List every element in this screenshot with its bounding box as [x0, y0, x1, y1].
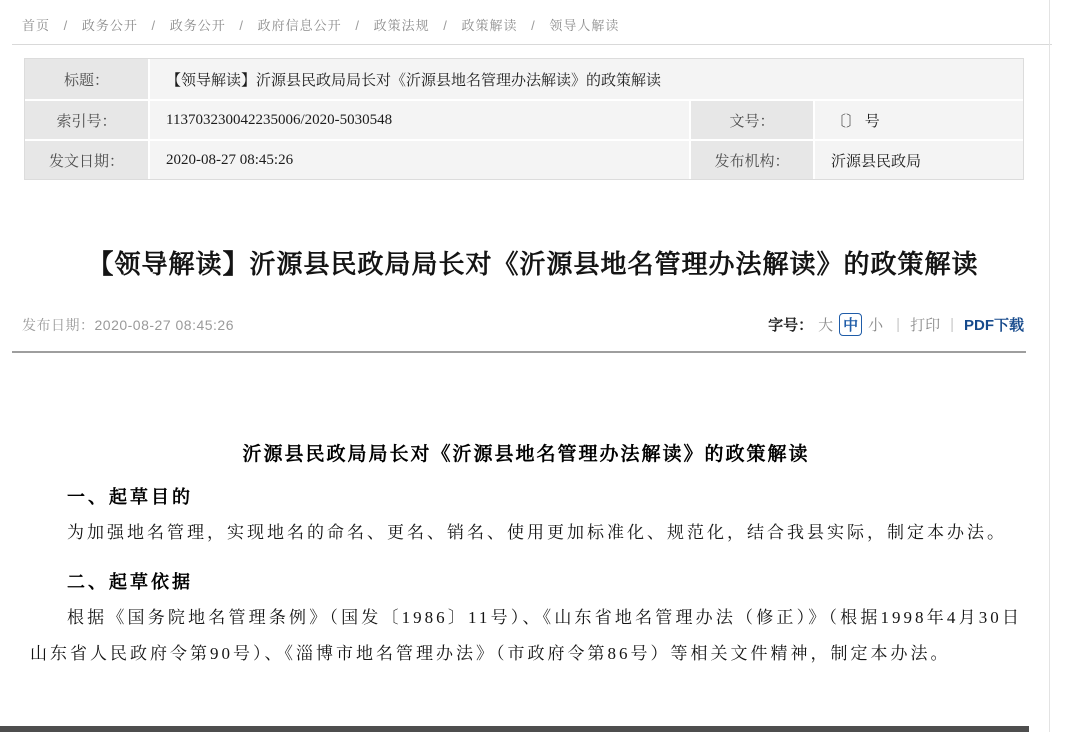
page-right-border: [1049, 0, 1050, 732]
publish-date-label: 发布日期：: [22, 316, 95, 333]
doc-number-label: 文号：: [689, 101, 813, 139]
title-value: 【领导解读】沂源县民政局局长对《沂源县地名管理办法解读》的政策解读: [148, 59, 1023, 99]
window-bottom-edge: [0, 726, 1029, 732]
breadcrumb-separator: /: [151, 18, 157, 33]
table-row-index: [25, 99, 1023, 139]
breadcrumb-item-govaffairs[interactable]: 政务公开: [81, 18, 138, 33]
breadcrumb-separator: /: [531, 18, 536, 33]
table-row-date: [25, 139, 1023, 179]
section-heading-1: 一、起草目的: [67, 487, 193, 507]
breadcrumb-item-govinfo[interactable]: 政府信息公开: [257, 18, 342, 33]
breadcrumb-separator: /: [443, 18, 448, 33]
font-size-large-button[interactable]: 大: [818, 317, 834, 334]
breadcrumb-item-govaffairs-2[interactable]: 政务公开: [169, 18, 226, 33]
breadcrumb-separator: /: [239, 18, 245, 33]
doc-number-value: 〔〕 号: [813, 101, 1023, 139]
toolbar-divider: |: [896, 316, 901, 333]
table-row-title: [25, 59, 1023, 99]
print-button[interactable]: 打印: [910, 317, 941, 334]
title-label: 标题：: [25, 59, 148, 99]
breadcrumb-item-leader-interpretation[interactable]: 领导人解读: [549, 18, 620, 33]
breadcrumb-separator: /: [63, 18, 69, 33]
breadcrumb-separator: /: [355, 18, 360, 33]
section-paragraph-2: 根据《国务院地名管理条例》（国发〔1986〕11号）、《山东省地名管理办法（修正）》（根据1998年4月30日山东省人民政府令第90号）、《淄博市地名管理办法》（市政府令第86号）等相关文件精神，制定本办法。: [30, 608, 1022, 663]
publish-date-value: 2020-08-27 08:45:26: [94, 316, 234, 333]
font-size-medium-button[interactable]: 中: [839, 313, 862, 336]
breadcrumb-item-policy-regulations[interactable]: 政策法规: [373, 18, 430, 33]
section-heading-2: 二、起草依据: [67, 572, 193, 592]
document-info-table: [24, 58, 1024, 180]
issue-date-label: 发文日期：: [25, 141, 148, 179]
article-meta-bar: [22, 313, 1024, 336]
font-size-small-button[interactable]: 小: [868, 317, 884, 334]
index-number-value: 113703230042235006/2020-5030548: [148, 101, 689, 139]
section-paragraph-1: 为加强地名管理，实现地名的命名、更名、销名、使用更加标准化、规范化，结合我县实际，制定本办法。: [67, 523, 1007, 542]
font-size-label: 字号：: [768, 317, 814, 334]
breadcrumb: [0, 0, 1066, 34]
breadcrumb-item-home[interactable]: 首页: [22, 18, 51, 33]
article-toolbar: [768, 313, 1024, 336]
index-number-label: 索引号：: [25, 101, 148, 139]
breadcrumb-item-policy-interpretation[interactable]: 政策解读: [461, 18, 518, 33]
page-title: 【领导解读】沂源县民政局局长对《沂源县地名管理办法解读》的政策解读: [87, 249, 979, 279]
article-body: [30, 353, 1022, 672]
publish-date: [22, 315, 234, 335]
issue-date-value: 2020-08-27 08:45:26: [148, 141, 689, 179]
agency-label: 发布机构：: [689, 141, 813, 179]
pdf-download-button[interactable]: PDF下载: [963, 317, 1024, 334]
toolbar-divider: |: [950, 316, 954, 333]
agency-value: 沂源县民政局: [813, 141, 1023, 179]
content-title: 沂源县民政局局长对《沂源县地名管理办法解读》的政策解读: [242, 444, 810, 465]
breadcrumb-divider: [12, 44, 1052, 45]
